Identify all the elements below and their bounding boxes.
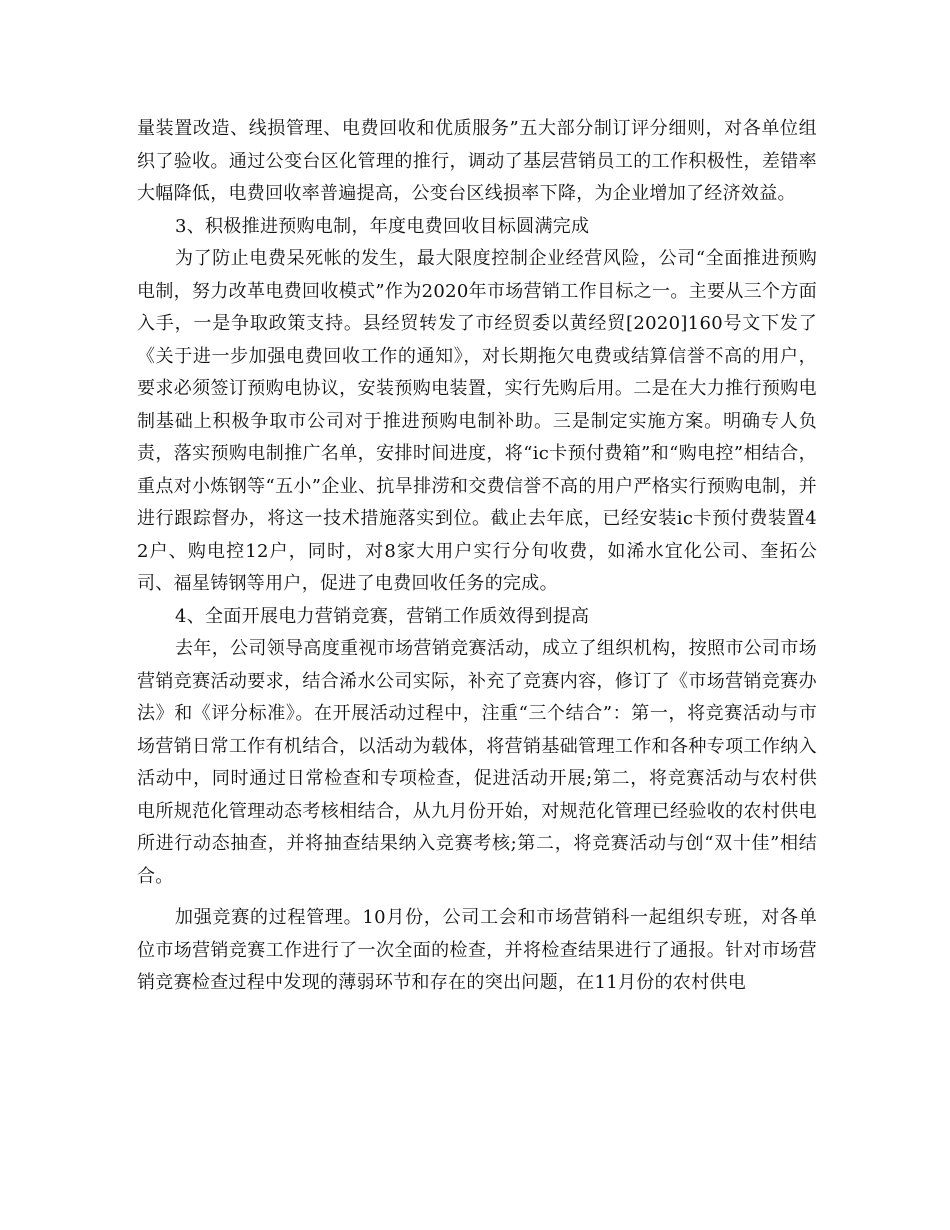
paragraph-marketing-competition: 去年，公司领导高度重视市场营销竞赛活动，成立了组织机构，按照市公司市场营销竞赛活动要求，结合浠水公司实际，补充了竞赛内容，修订了《市场营销竞赛办法》和《评分标准》。在开展活动过程中，注重“三个结合”：第一，将竞赛活动与市场营销日常工作有机结合，以活动为载体，将营销基础管理工作和各种专项工作纳入活动中，同时通过日常检查和专项检查，促进活动开展;第二，将竞赛活动与农村供电所规范化管理动态考核相结合，从九月份开始，对规范化管理已经验收的农村供电所进行动态抽查，并将抽查结果纳入竞赛考核;第二，将竞赛活动与创“双十佳”相结合。 [137,638,817,887]
paragraph-continuation: 量装置改造、线损管理、电费回收和优质服务”五大部分制订评分细则，对各单位组织了验收。通过公变台区化管理的推行，调动了基层营销员工的工作积极性，差错率大幅降低，电费回收率普遍提高，公变台区线损率下降，为企业增加了经济效益。 [137,118,817,204]
document-body [137,113,817,1000]
paragraph-prepaid-electricity: 为了防止电费呆死帐的发生，最大限度控制企业经营风险，公司“全面推进预购电制，努力改革电费回收模式”作为2020年市场营销工作目标之一。主要从三个方面入手，一是争取政策支持。县经贸转发了市经贸委以黄经贸[2020]160号文下发了《关于进一步加强电费回收工作的通知》，对长期拖欠电费或结算信誉不高的用户，要求必须签订预购电协议，安装预购电装置，实行先购后用。二是在大力推行预购电制基础上积极争取市公司对于推进预购电制补助。三是制定实施方案。明确专人负责，落实预购电制推广名单，安排时间进度，将“ic卡预付费箱”和“购电控”相结合，重点对小炼钢等“五小”企业、抗旱排涝和交费信誉不高的用户严格实行预购电制，并进行跟踪督办，将这一技术措施落实到位。截止去年底，已经安装ic卡预付费装置42户、购电控12户，同时，对8家大用户实行分旬收费，如浠水宜化公司、奎拓公司、福星铸钢等用户，促进了电费回收任务的完成。 [137,248,817,594]
section-heading-4: 4、全面开展电力营销竞赛，营销工作质效得到提高 [175,605,590,627]
paragraph-process-management: 加强竞赛的过程管理。10月份，公司工会和市场营销科一起组织专班，对各单位市场营销竞赛工作进行了一次全面的检查，并将检查结果进行了通报。针对市场营销竞赛检查过程中发现的薄弱环节和存在的突出问题，在11月份的农村供电 [137,907,817,993]
section-heading-3: 3、积极推进预购电制，年度电费回收目标圆满完成 [175,215,590,237]
